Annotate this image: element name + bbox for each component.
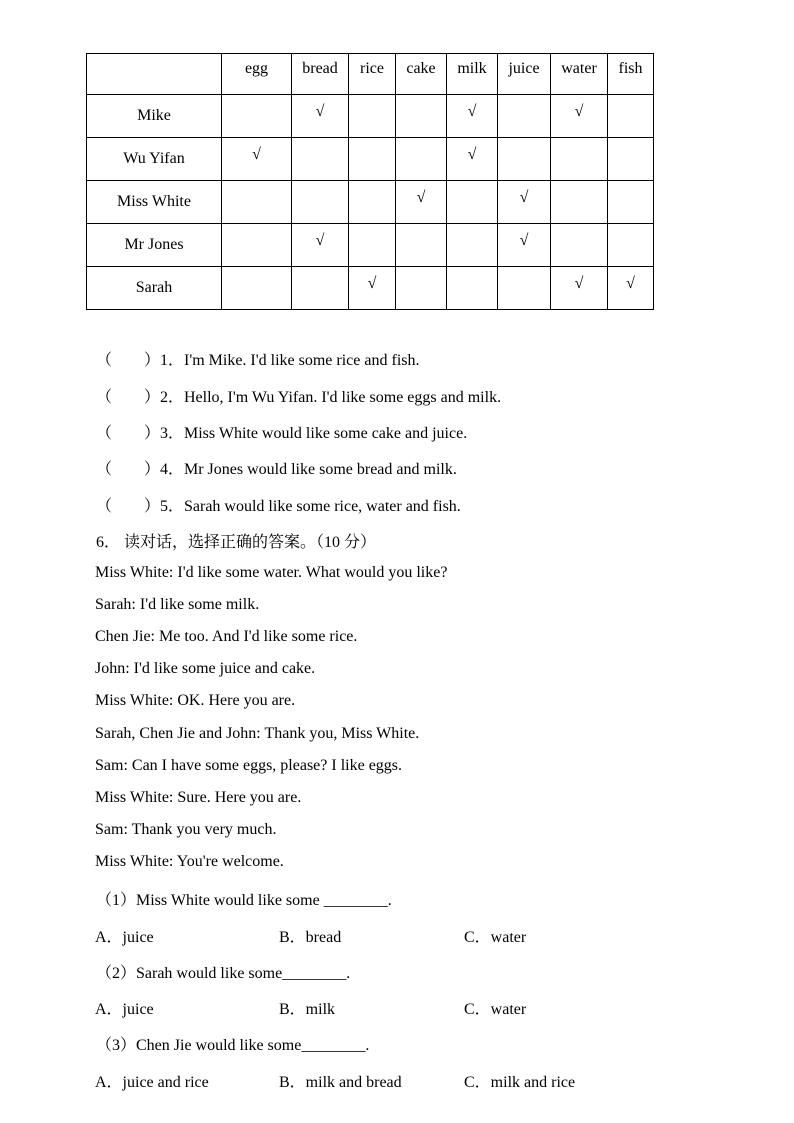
check-mark: √ — [252, 146, 261, 163]
table-cell — [498, 181, 551, 224]
check-mark: √ — [467, 103, 477, 120]
header-cell: cake — [396, 54, 447, 95]
table-cell — [498, 267, 551, 310]
question-3-stem: （3）Chen Jie would like some________. — [96, 1037, 370, 1054]
header-cell: milk — [447, 54, 498, 95]
table-cell — [551, 138, 608, 181]
judge-item-5: （ ）5．Sarah would like some rice, water and fish. — [96, 498, 461, 515]
table-cell — [292, 138, 349, 181]
check-mark: √ — [467, 146, 477, 163]
dialogue-line: Sarah, Chen Jie and John: Thank you, Miss White. — [95, 725, 420, 742]
question-3-option-c[interactable]: C．milk and rice — [464, 1074, 576, 1091]
dialogue-line: Miss White: You're welcome. — [95, 853, 284, 870]
judge-item-4: （ ）4．Mr Jones would like some bread and milk. — [96, 461, 457, 478]
table-header-row — [87, 54, 654, 95]
check-mark: √ — [315, 103, 325, 120]
table-cell — [396, 138, 447, 181]
table-cell — [349, 181, 396, 224]
dialogue-line: Chen Jie: Me too. And I'd like some rice. — [95, 628, 358, 645]
table-row — [87, 181, 654, 224]
section-6-title: 6． 读对话，选择正确的答案。（10 分） — [96, 534, 377, 551]
table-cell — [447, 224, 498, 267]
dialogue-line: Miss White: I'd like some water. What would you like? — [95, 564, 448, 581]
table-cell — [447, 181, 498, 224]
check-mark: √ — [315, 232, 325, 249]
table-cell — [396, 95, 447, 138]
header-cell: egg — [222, 54, 292, 95]
table-cell — [396, 224, 447, 267]
table-cell — [222, 95, 292, 138]
table-row — [87, 138, 654, 181]
table-cell — [222, 224, 292, 267]
check-mark: √ — [626, 275, 635, 292]
header-cell: fish — [608, 54, 654, 95]
table-cell — [349, 267, 396, 310]
header-cell: juice — [498, 54, 551, 95]
check-mark: √ — [519, 189, 529, 206]
table-cell — [447, 267, 498, 310]
table-cell — [292, 224, 349, 267]
table-cell — [551, 181, 608, 224]
header-cell — [87, 54, 222, 95]
table-row — [87, 267, 654, 310]
question-2-option-c[interactable]: C．water — [464, 1001, 527, 1018]
dialogue-line: Miss White: Sure. Here you are. — [95, 789, 302, 806]
row-name-cell: Miss White — [87, 181, 222, 224]
check-mark: √ — [574, 103, 584, 120]
table-cell — [498, 138, 551, 181]
table-cell — [447, 95, 498, 138]
table-cell — [608, 267, 654, 310]
header-cell: bread — [292, 54, 349, 95]
table-cell — [292, 181, 349, 224]
question-2-option-a[interactable]: A．juice — [95, 1001, 154, 1018]
dialogue-line: Sam: Thank you very much. — [95, 821, 277, 838]
table-cell — [551, 224, 608, 267]
judge-item-1: （ ）1．I'm Mike. I'd like some rice and fish. — [96, 352, 420, 369]
table-cell — [498, 224, 551, 267]
question-2-option-b[interactable]: B．milk — [279, 1001, 336, 1018]
table-cell — [349, 138, 396, 181]
table-row — [87, 95, 654, 138]
table-row — [87, 224, 654, 267]
table-cell — [222, 267, 292, 310]
row-name-cell: Sarah — [87, 267, 222, 310]
row-name-cell: Wu Yifan — [87, 138, 222, 181]
question-1-option-a[interactable]: A．juice — [95, 929, 154, 946]
row-name-cell: Mr Jones — [87, 224, 222, 267]
table-cell — [292, 95, 349, 138]
judge-item-3: （ ）3．Miss White would like some cake and juice. — [96, 425, 468, 442]
table-cell — [608, 181, 654, 224]
table-cell — [498, 95, 551, 138]
table-cell — [608, 95, 654, 138]
check-mark: √ — [574, 275, 584, 292]
food-preference-table — [86, 53, 654, 310]
dialogue-line: Sam: Can I have some eggs, please? I like eggs. — [95, 757, 403, 774]
question-1-option-b[interactable]: B．bread — [279, 929, 342, 946]
table-cell — [349, 224, 396, 267]
table-cell — [551, 267, 608, 310]
question-3-option-a[interactable]: A．juice and rice — [95, 1074, 209, 1091]
table-cell — [292, 267, 349, 310]
header-cell: water — [551, 54, 608, 95]
table-cell — [608, 138, 654, 181]
check-mark: √ — [519, 232, 529, 249]
question-1-option-c[interactable]: C．water — [464, 929, 527, 946]
question-2-stem: （2）Sarah would like some________. — [96, 965, 351, 982]
check-mark: √ — [367, 275, 377, 292]
header-cell: rice — [349, 54, 396, 95]
dialogue-line: Miss White: OK. Here you are. — [95, 692, 296, 709]
table-cell — [447, 138, 498, 181]
table-cell — [551, 95, 608, 138]
table-cell — [222, 181, 292, 224]
table-cell — [396, 181, 447, 224]
table-cell — [608, 224, 654, 267]
judge-item-2: （ ）2．Hello, I'm Wu Yifan. I'd like some eggs and milk. — [96, 389, 502, 406]
table-cell — [396, 267, 447, 310]
check-mark: √ — [416, 189, 426, 206]
dialogue-line: Sarah: I'd like some milk. — [95, 596, 260, 613]
question-3-option-b[interactable]: B．milk and bread — [279, 1074, 402, 1091]
table-cell — [349, 95, 396, 138]
row-name-cell: Mike — [87, 95, 222, 138]
table-cell — [222, 138, 292, 181]
dialogue-line: John: I'd like some juice and cake. — [95, 660, 316, 677]
question-1-stem: （1）Miss White would like some ________. — [96, 892, 392, 909]
